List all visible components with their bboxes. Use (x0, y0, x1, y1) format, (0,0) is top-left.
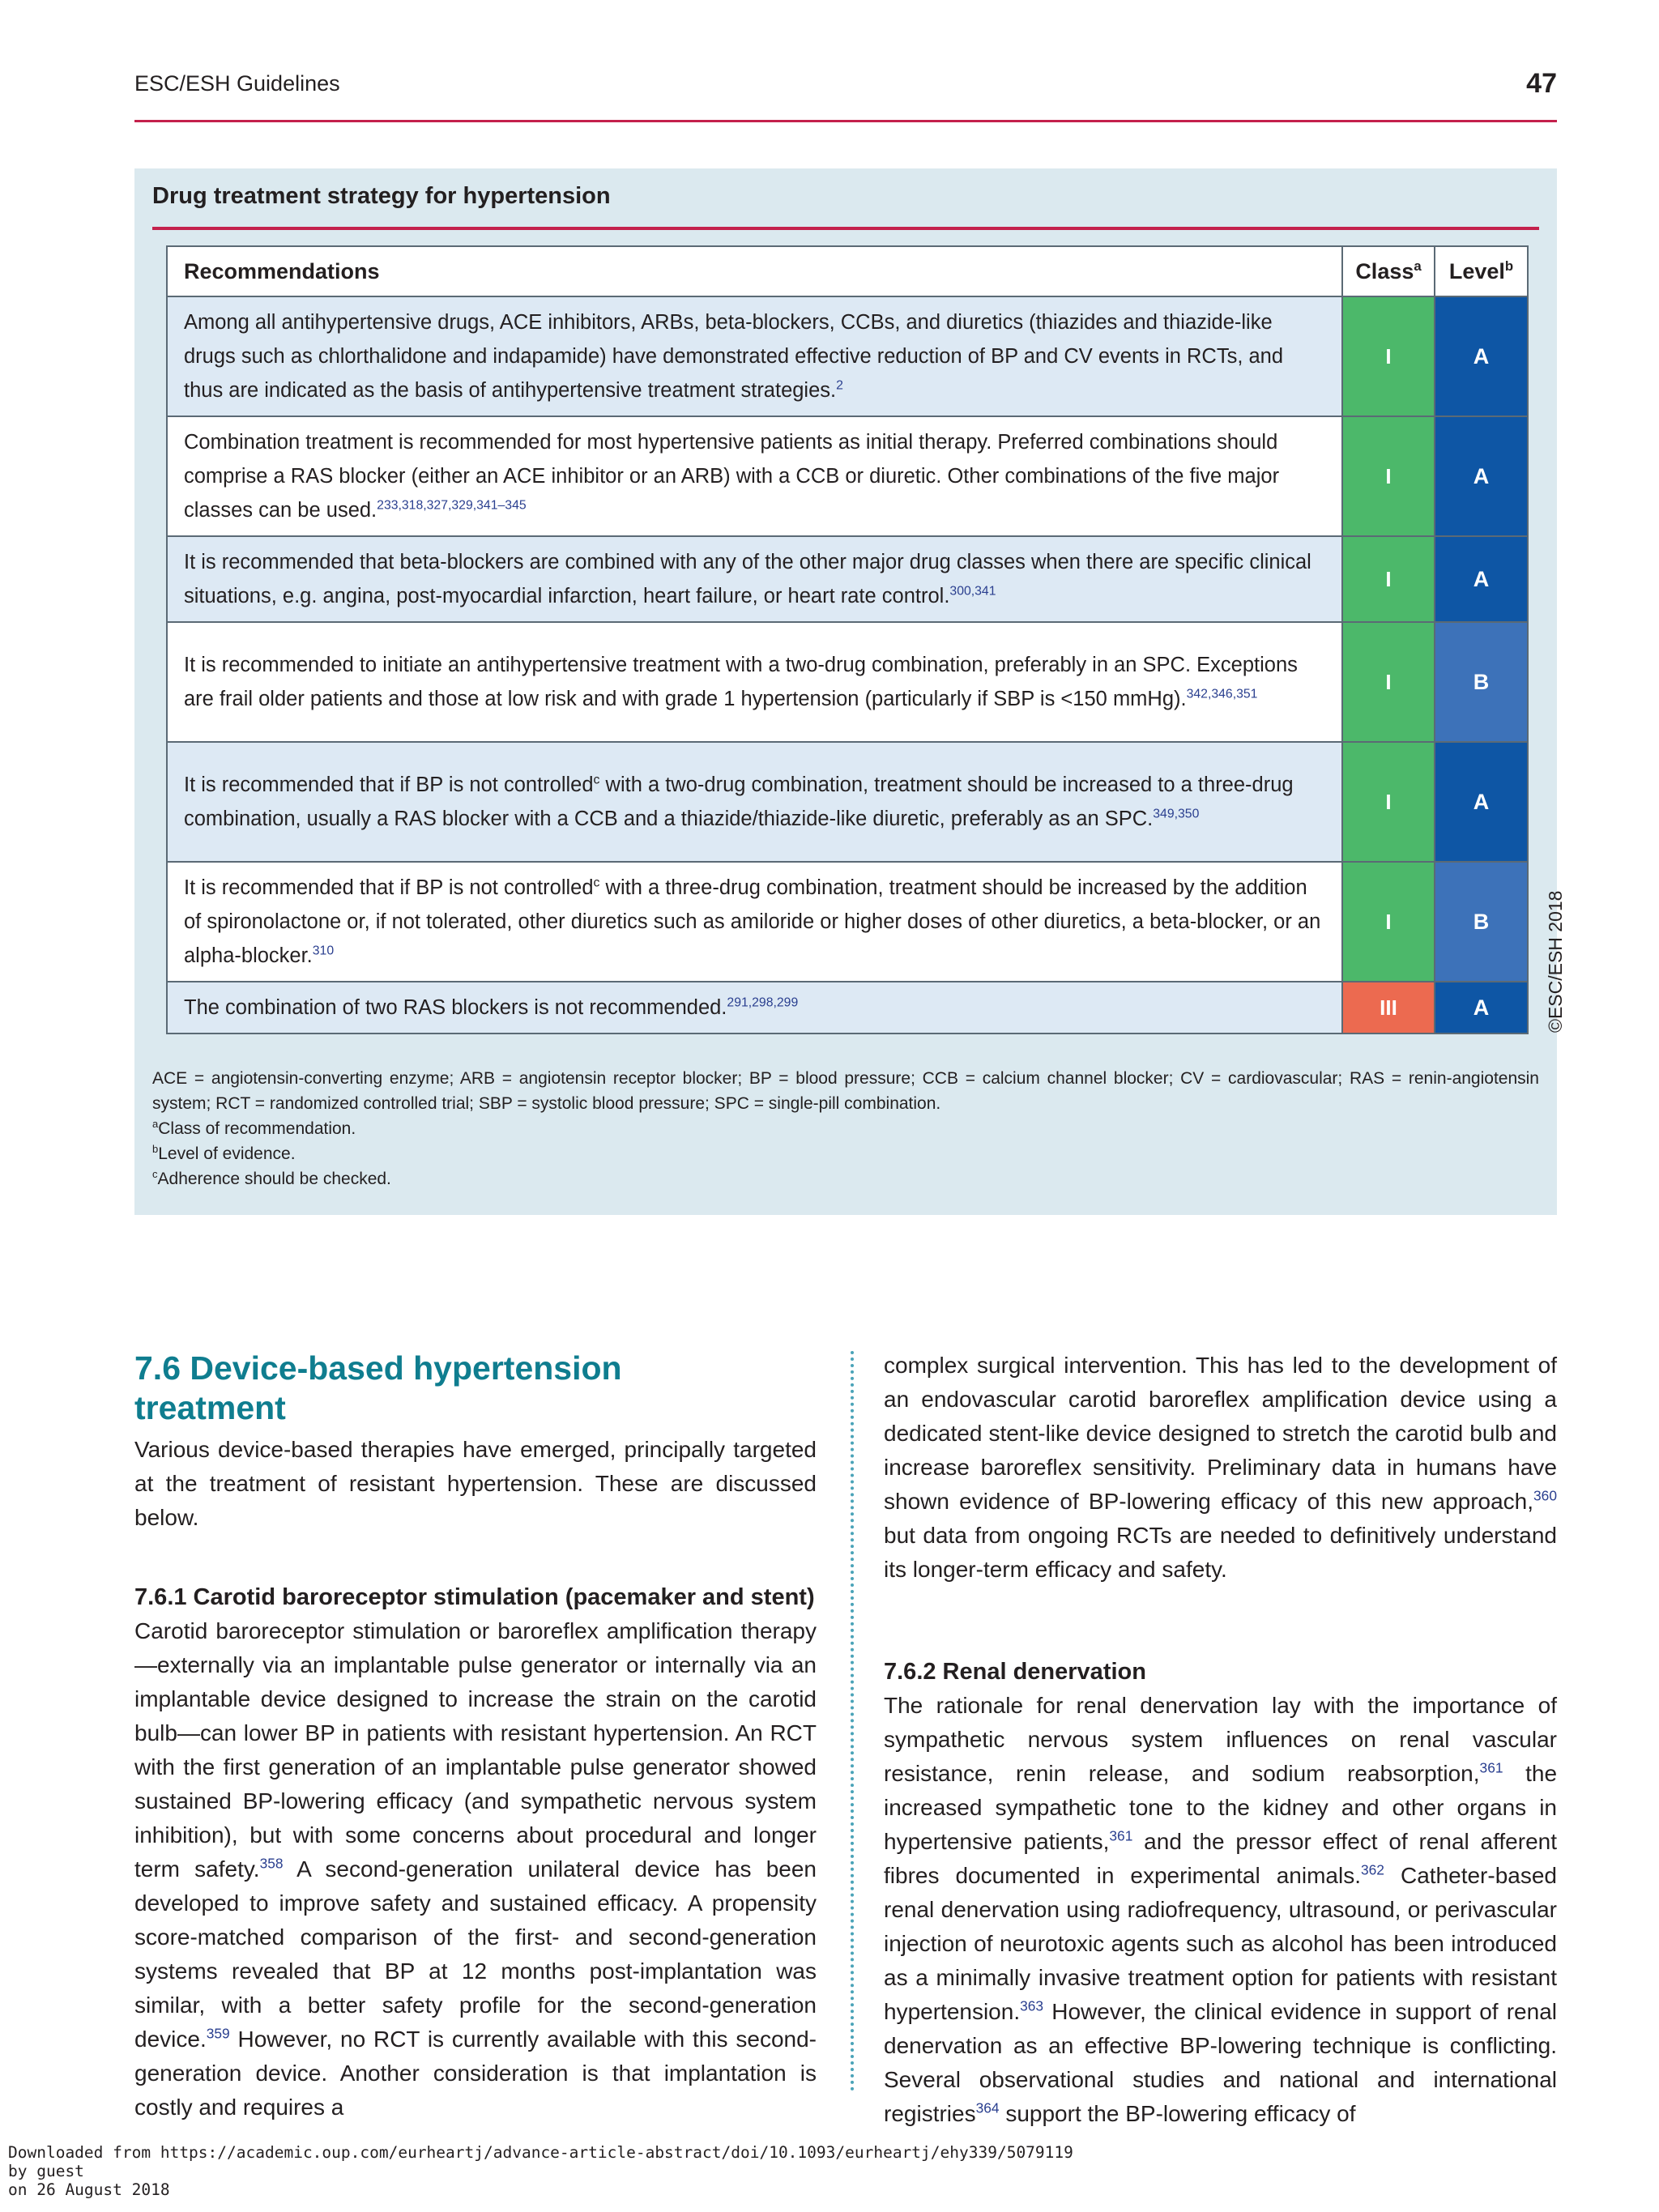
class-cell: I (1342, 862, 1435, 982)
table-row (167, 862, 1528, 982)
right-column (884, 1349, 1557, 2131)
recommendations-table (166, 245, 1529, 1034)
box-footnotes (152, 1066, 1539, 1191)
table-row (167, 536, 1528, 622)
class-cell: I (1342, 296, 1435, 416)
level-cell: A (1435, 536, 1528, 622)
header-recommendations: Recommendations (167, 246, 1342, 296)
header-level: Level$^b$ (1435, 246, 1528, 296)
class-cell: I (1342, 742, 1435, 862)
level-cell: A (1435, 296, 1528, 416)
level-cell: A (1435, 982, 1528, 1034)
level-cell: B (1435, 862, 1528, 982)
table-header-row (167, 246, 1528, 296)
table-row (167, 296, 1528, 416)
class-cell: I (1342, 416, 1435, 536)
recommendation-text: Combination treatment is recommended for most hypertensive patients as initial therapy. Preferred combinations should comprise a RAS blocker (either an ACE inhibitor or an ARB) with a CCB or diuretic. Other combinations of the five major classes can be used.$^{233,318,327,329,341-345}$ (167, 416, 1342, 536)
level-cell: B (1435, 622, 1528, 742)
subsection-title-renal: 7.6.2 Renal denervation (884, 1659, 1146, 1685)
carotid-continuation: complex surgical intervention. This has led to the development of an endovascular carotid baroreflex amplification device using a dedicated stent-like device designed to stretch the carotid bulb and increase baroreflex sensitivity. Preliminary data in humans have shown evidence of BP-lowering efficacy of this new approach,$^{360}$ but data from ongoing RCTs are needed to definitively understand its longer-term efficacy and safety. (884, 1353, 1557, 1582)
recommendation-text: Among all antihypertensive drugs, ACE inhibitors, ARBs, beta-blockers, CCBs, and diuretics (thiazides and thiazide-like drugs such as chlorthalidone and indapamide) have demonstrated effective reduction of BP and CV events in RCTs, and thus are indicated as the basis of antihypertensive treatment strategies.$^2$ (167, 296, 1342, 416)
header-rule (134, 120, 1557, 122)
abbreviations-footnote: ACE = angiotensin-converting enzyme; ARB = angiotensin receptor blocker; BP = blood pressure; CCB = calcium channel blocker; CV = cardiovascular; RAS = renin-angiotensin system; RCT = randomized controlled trial; SBP = systolic blood pressure; SPC = single-pill combination. (152, 1069, 1539, 1113)
renal-paragraph: The rationale for renal denervation lay with the importance of sympathetic nervous system influences on renal vascular resistance, renin release, and sodium reabsorption,$^{361}$ the increased sympathetic tone to the kidney and other organs in hypertensive patients,$^{361}$ and the pressor effect of renal afferent fibres documented in experimental animals.$^{362}$ Catheter-based renal denervation using radiofrequency, ultrasound, or perivascular injection of neurotoxic agents such as alcohol has been introduced as a minimally invasive treatment option for patients with resistant hypertension.$^{363}$ However, the clinical evidence in support of renal denervation as an effective BP-lowering technique is conflicting. Several observational studies and national and international registries$^{364}$ support the BP-lowering efficacy of (884, 1693, 1558, 2126)
footnote-c: $^c$Adherence should be checked. (152, 1168, 391, 1188)
page-number: 47 (1526, 68, 1557, 99)
box-title-rule (152, 227, 1539, 230)
download-notice: Downloaded from https://academic.oup.com/eurheartj/advance-article-abstract/doi/10.1093/eurheartj/ehy339/5079119 by guest on 26 August 2018 (8, 2143, 1073, 2199)
level-cell: A (1435, 742, 1528, 862)
footnote-a: $^a$Class of recommendation. (152, 1118, 356, 1138)
recommendation-text: It is recommended that if BP is not controlled$^c$ with a two-drug combination, treatment should be increased to a three-drug combination, usually a RAS blocker with a CCB and a thiazide/thiazide-like diuretic, preferably as an SPC.$^{349,350}$ (167, 742, 1342, 862)
section-intro: Various device-based therapies have emerged, principally targeted at the treatment of resistant hypertension. These are discussed below. (134, 1437, 817, 1530)
box-title: Drug treatment strategy for hypertension (152, 183, 611, 209)
recommendation-text: It is recommended that beta-blockers are combined with any of the other major drug classes when there are specific clinical situations, e.g. angina, post-myocardial infarction, heart failure, or heart rate control.$^{300,341}$ (167, 536, 1342, 622)
subsection-title-carotid: 7.6.1 Carotid baroreceptor stimulation (pacemaker and stent) (134, 1584, 815, 1610)
recommendation-text: It is recommended that if BP is not controlled$^c$ with a three-drug combination, treatment should be increased by the addition of spironolactone or, if not tolerated, other diuretics such as amiloride or higher doses of other diuretics, a beta-blocker, or an alpha-blocker.$^{310}$ (167, 862, 1342, 982)
section-title: 7.6 Device-based hypertension treatment (134, 1349, 622, 1426)
header-class: Class$^a$ (1342, 246, 1435, 296)
footnote-b: $^b$Level of evidence. (152, 1143, 296, 1163)
running-head: ESC/ESH Guidelines (134, 71, 340, 96)
table-row (167, 622, 1528, 742)
class-cell: III (1342, 982, 1435, 1034)
level-cell: A (1435, 416, 1528, 536)
class-cell: I (1342, 622, 1435, 742)
column-divider (851, 1351, 854, 2091)
table-row (167, 742, 1528, 862)
recommendation-text: The combination of two RAS blockers is not recommended.$^{291,298,299}$ (167, 982, 1342, 1034)
table-row (167, 982, 1528, 1034)
table-row (167, 416, 1528, 536)
carotid-paragraph: Carotid baroreceptor stimulation or baroreflex amplification therapy—externally via an implantable pulse generator or internally via an implantable device designed to increase the strain on the carotid bulb—can lower BP in patients with resistant hypertension. An RCT with the first generation of an implantable pulse generator showed sustained BP-lowering efficacy (and sympathetic nervous system inhibition), but with some concerns about procedural and longer term safety.$^{358}$ A second-generation unilateral device has been developed to improve safety and sustained efficacy. A propensity score-matched comparison of the first- and second-generation systems revealed that BP at 12 months post-implantation was similar, with a better safety profile for the second-generation device.$^{359}$ However, no RCT is currently available with this second-generation device. Another consideration is that implantation is costly and requires a (134, 1618, 817, 2120)
recommendation-text: It is recommended to initiate an antihypertensive treatment with a two-drug combination, preferably in an SPC. Exceptions are frail older patients and those at low risk and with grade 1 hypertension (particularly if SBP is <150 mmHg).$^{342,346,351}$ (167, 622, 1342, 742)
class-cell: I (1342, 536, 1435, 622)
copyright-watermark: ©ESC/ESH 2018 (1545, 890, 1566, 1033)
left-column (134, 1349, 817, 2125)
